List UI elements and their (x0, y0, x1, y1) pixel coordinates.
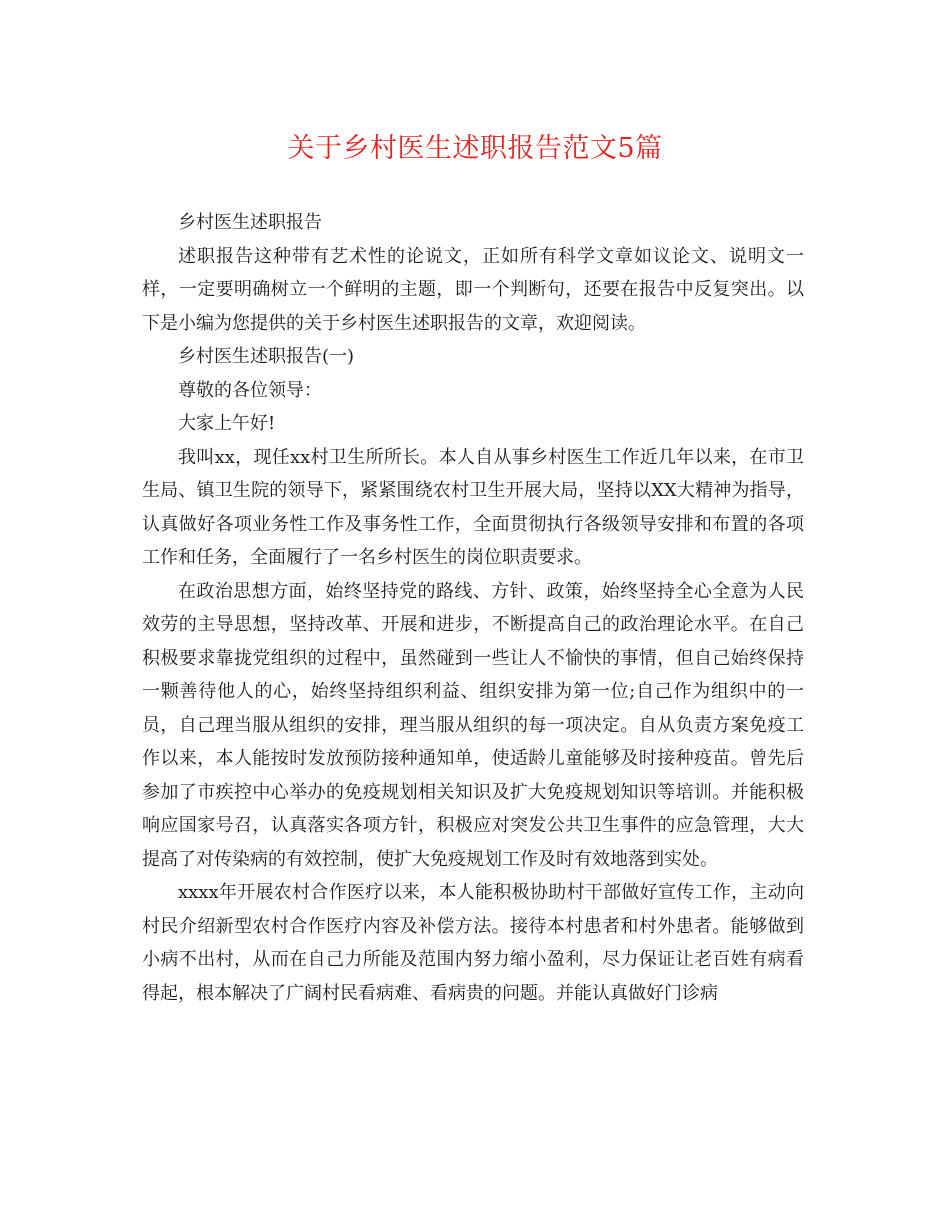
paragraph-self-introduction: 我叫xx，现任xx村卫生所所长。本人自从事乡村医生工作近几年以来，在市卫生局、镇卫生院的领导下，紧紧围绕农村卫生开展大局，坚持以XX大精神为指导，认真做好各项业务性工作及事务性工作，全面贯彻执行各级领导安排和布置的各项工作和任务，全面履行了一名乡村医生的岗位职责要求。 (142, 446, 804, 568)
document-body (142, 206, 804, 1010)
section-heading-intro: 乡村医生述职报告 (178, 212, 322, 233)
paragraph-political-thought: 在政治思想方面，始终坚持党的路线、方针、政策，始终坚持全心全意为人民效劳的主导思想，坚持改革、开展和进步，不断提高自己的政治理论水平。在自己积极要求靠拢党组织的过程中，虽然碰到一些让人不愉快的事情，但自己始终保持一颗善待他人的心，始终坚持组织利益、组织安排为第一位;自己作为组织中的一员，自己理当服从组织的安排，理当服从组织的每一项决定。自从负责方案免疫工作以来，本人能按时发放预防接种通知单，使适龄儿童能够及时接种疫苗。曾先后参加了市疾控中心举办的免疫规划相关知识及扩大免疫规划知识等培训。并能积极响应国家号召，认真落实各项方针，积极应对突发公共卫生事件的应急管理，大大提高了对传染病的有效控制，使扩大免疫规划工作及时有效地落到实处。 (142, 580, 804, 870)
paragraph-cooperative-medical: xxxx年开展农村合作医疗以来，本人能积极协助村干部做好宣传工作，主动向村民介绍新型农村合作医疗内容及补偿方法。接待本村患者和村外患者。能够做到小病不出村，从而在自己力所能及范围内努力缩小盈利，尽力保证让老百姓有病看得起，根本解决了广阔村民看病难、看病贵的问题。并能认真做好门诊病 (142, 882, 804, 1004)
section-heading-report-one: 乡村医生述职报告(一) (178, 346, 355, 367)
paragraph-intro: 述职报告这种带有艺术性的论说文，正如所有科学文章如议论文、说明文一样，一定要明确树立一个鲜明的主题，即一个判断句，还要在报告中反复突出。以下是小编为您提供的关于乡村医生述职报告的文章，欢迎阅读。 (142, 245, 804, 334)
greeting: 大家上午好! (178, 413, 276, 434)
salutation: 尊敬的各位领导： (178, 379, 322, 401)
document-title: 关于乡村医生述职报告范文5篇 (287, 133, 663, 164)
